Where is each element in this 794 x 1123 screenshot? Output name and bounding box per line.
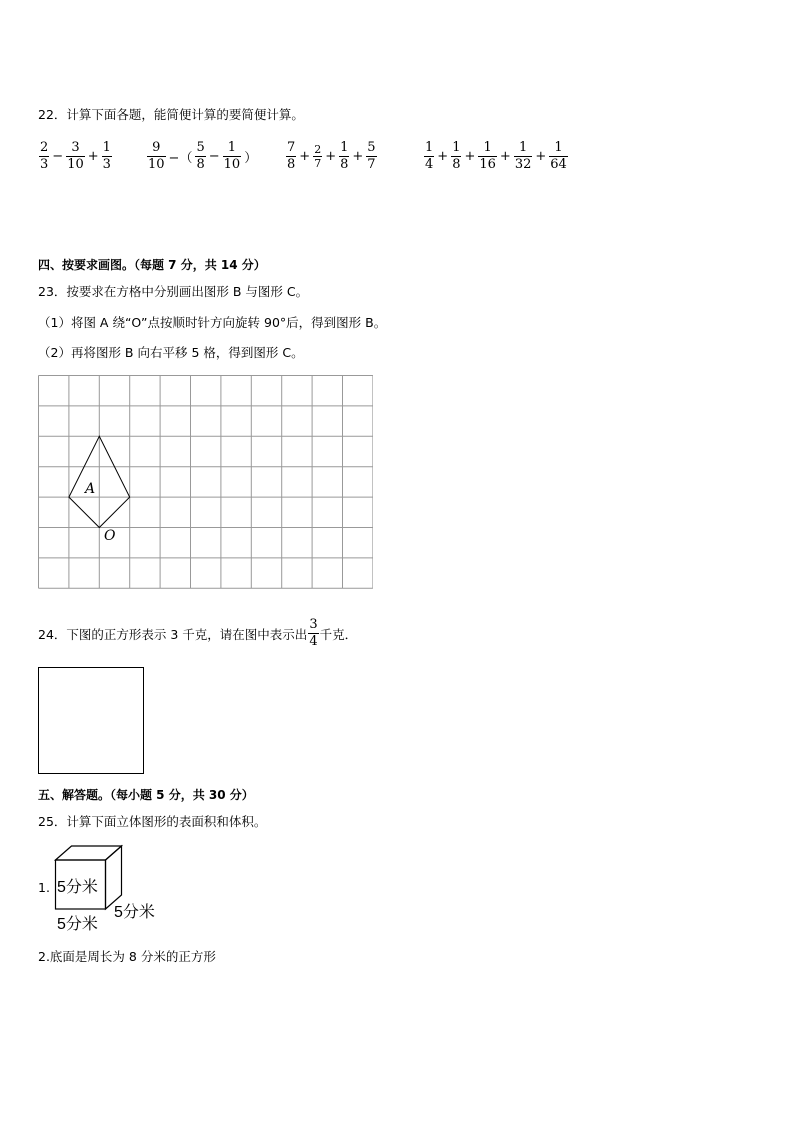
fraction-denominator: 10 <box>67 157 84 172</box>
fraction-denominator: 8 <box>287 157 296 172</box>
label-o: O <box>104 528 116 544</box>
operator: + <box>499 149 511 164</box>
q24-frac-num: 3 <box>309 617 318 632</box>
fraction-denominator: 32 <box>514 157 532 172</box>
operator: + <box>87 149 99 164</box>
section5-heading: 五、解答题。（每小题 5 分，共 30 分） <box>38 788 254 802</box>
fraction <box>424 140 434 173</box>
fraction-numerator: 1 <box>483 140 492 155</box>
q22-expr-1 <box>38 140 113 173</box>
fraction-denominator: 16 <box>479 157 496 172</box>
q24-text-before: 24．下图的正方形表示 3 千克，请在图中表示出 <box>38 626 308 642</box>
cube-bottom-label: 5分米 <box>57 916 98 933</box>
q22-text: 22．计算下面各题，能简便计算的要简便计算。 <box>38 107 304 122</box>
fraction-denominator: 8 <box>452 157 461 172</box>
q23-text: 23．按要求在方格中分别画出图形 B 与图形 C。 <box>38 284 309 299</box>
fraction-denominator: 7 <box>314 157 322 170</box>
fraction-numerator: 1 <box>102 140 111 155</box>
fraction <box>478 140 497 173</box>
operator: + <box>325 149 337 164</box>
fraction <box>286 140 296 173</box>
fraction-numerator: 7 <box>287 140 296 155</box>
fraction-numerator: 1 <box>227 140 237 155</box>
fraction-numerator: 2 <box>40 140 49 155</box>
fraction <box>195 140 205 173</box>
fraction-numerator: 3 <box>71 140 80 155</box>
fraction <box>366 140 376 173</box>
section4-heading: 四、按要求画图。（每题 7 分，共 14 分） <box>38 258 266 272</box>
fraction-denominator: 64 <box>550 157 567 172</box>
q22-expr-3 <box>285 140 378 173</box>
fraction <box>66 140 85 173</box>
q24-frac-den: 4 <box>309 634 318 649</box>
fraction-denominator: 3 <box>40 157 49 172</box>
fraction <box>102 140 112 173</box>
fraction-denominator: 8 <box>340 157 349 172</box>
operator: ） <box>244 151 258 166</box>
q23-sub1: （1）将图 A 绕“O”点按顺时针方向旋转 90°后，得到图形 B。 <box>38 315 387 330</box>
operator: + <box>299 149 311 164</box>
fraction-numerator: 1 <box>425 140 434 155</box>
q24-line <box>38 617 357 650</box>
fraction-denominator: 7 <box>367 157 376 172</box>
fraction <box>339 140 349 173</box>
q25-item1-number: 1. <box>38 880 50 895</box>
fraction-numerator: 1 <box>340 140 349 155</box>
operator: + <box>352 149 364 164</box>
q22-expr-4 <box>423 140 569 173</box>
cube-front-label: 5分米 <box>57 879 98 896</box>
fraction-numerator: 1 <box>554 140 563 155</box>
q25-text: 25．计算下面立体图形的表面积和体积。 <box>38 814 267 829</box>
fraction-denominator: 10 <box>148 157 165 172</box>
q24-text-after: 千克． <box>319 626 358 642</box>
fraction-denominator: 8 <box>196 157 205 172</box>
operator: −（ <box>168 151 193 166</box>
q23-sub2: （2）再将图形 B 向右平移 5 格，得到图形 C。 <box>38 345 304 360</box>
label-a: A <box>85 481 96 497</box>
fraction <box>223 140 242 173</box>
fraction-denominator: 3 <box>102 157 111 172</box>
q24-square <box>38 667 144 774</box>
cube-side-label: 5分米 <box>114 904 155 921</box>
fraction <box>313 143 322 170</box>
operator: + <box>464 149 476 164</box>
fraction <box>451 140 461 173</box>
fraction <box>147 140 166 173</box>
operator: + <box>535 149 547 164</box>
fraction <box>549 140 568 173</box>
fraction-numerator: 1 <box>452 140 461 155</box>
operator: − <box>52 149 64 164</box>
fraction-numerator: 5 <box>367 140 376 155</box>
fraction-numerator: 5 <box>196 140 205 155</box>
fraction-denominator: 4 <box>425 157 434 172</box>
fraction-denominator: 10 <box>223 157 241 172</box>
fraction <box>514 140 533 173</box>
operator: + <box>437 149 449 164</box>
fraction-numerator: 2 <box>314 143 322 156</box>
q25-item2: 2.底面是周长为 8 分米的正方形 <box>38 949 216 964</box>
q22-expr-2 <box>146 140 259 173</box>
fraction-numerator: 1 <box>518 140 528 155</box>
q24-fraction <box>308 617 318 650</box>
fraction-numerator: 9 <box>152 140 161 155</box>
fraction <box>39 140 49 173</box>
operator: − <box>208 149 220 164</box>
